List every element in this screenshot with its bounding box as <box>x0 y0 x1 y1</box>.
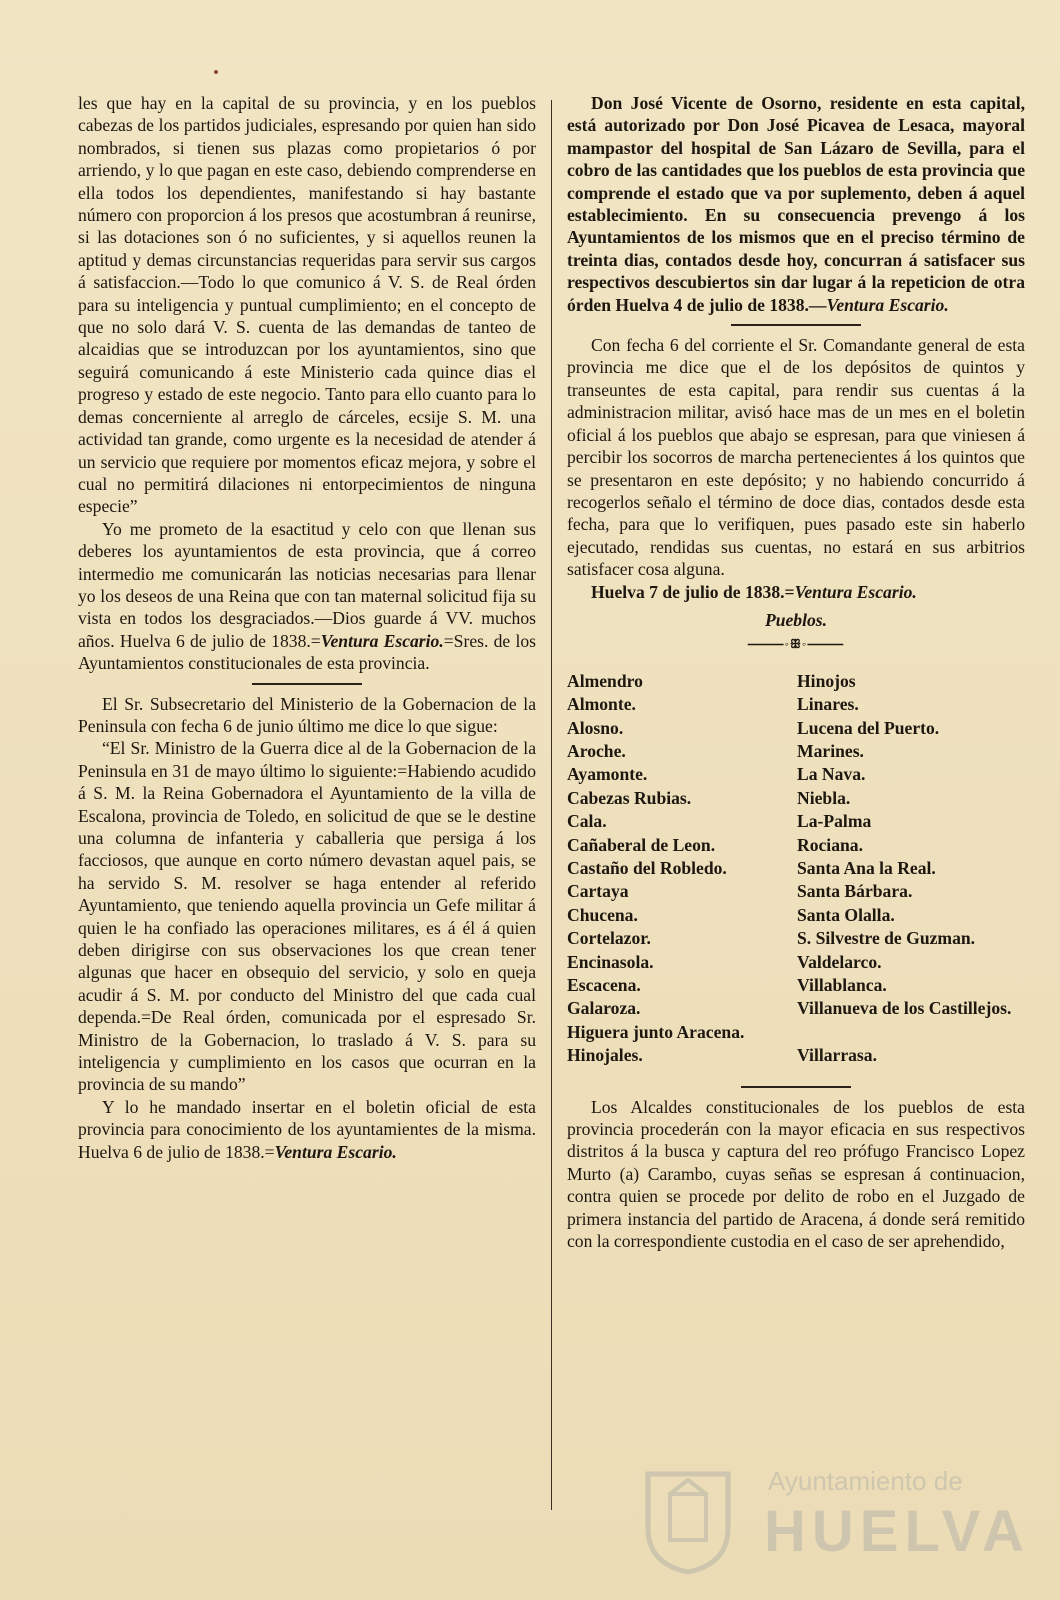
towns-heading: Pueblos. <box>764 609 828 630</box>
town-left-10: Chucena. <box>567 904 638 925</box>
town-left-6: Cala. <box>567 811 607 832</box>
town-right-1: Linares. <box>797 694 859 715</box>
right-paragraph-3-text: Huelva 7 de julio de 1838.= <box>591 581 795 602</box>
left-paragraph-2 <box>78 518 536 675</box>
town-right-2: Lucena del Puerto. <box>797 717 940 738</box>
watermark-line-2: HUELVA <box>764 1499 1030 1564</box>
town-left-12: Encinasola. <box>567 951 654 972</box>
towns-list <box>567 670 1025 1068</box>
town-right-7: Rociana. <box>797 834 863 855</box>
town-left-8: Castaño del Robledo. <box>567 858 727 878</box>
town-left-1: Almonte. <box>567 694 636 715</box>
town-left-16: Hinojales. <box>567 1045 643 1066</box>
left-paragraph-5-text: Y lo he mandado insertar en el boletin oficial de esta provincia para conocimiento de los ayuntamientes de la misma. Huelva 6 de julio de 1838.= <box>78 1096 536 1162</box>
towns-ornament: ⸻◦ꕥ◦⸻ <box>747 637 845 652</box>
left-paragraph-5 <box>78 1096 536 1163</box>
town-right-3: Marines. <box>797 740 864 761</box>
left-paragraph-3: El Sr. Subsecretario del Ministerio de la Gobernacion de la Peninsula con fecha 6 de junio último me dice lo que sigue: <box>78 693 536 736</box>
left-signature-1: Ventura Escario. <box>320 630 444 651</box>
town-right-13: Villablanca. <box>797 975 887 996</box>
town-left-3: Aroche. <box>567 740 626 761</box>
right-paragraph-2: Con fecha 6 del corriente el Sr. Comandante general de esta provincia me dice que el de los depósitos de quintos y transeuntes de esta capital, para rendir sus cuentas á la administracion militar, avisó hace mas de un mes en el boletin oficial á los pueblos que abajo se espresan, para que viniesen á percibir los socorros de marcha pertenecientes á los quintos que se presentaron en este depósito; y no habiendo concurrido á recogerlos señalo el término de doce dias, contados desde esta fecha, para que lo verifiquen, pues pasado este sin haberlo ejecutado, rendidas sus cuentas, no estará en sus arbitrios satisfacer cosa alguna. <box>567 335 1025 580</box>
town-right-4: La Nava. <box>797 764 866 785</box>
town-left-9: Cartaya <box>567 881 629 902</box>
town-right-12: Valdelarco. <box>797 951 882 972</box>
left-paragraph-2-closing: =Sres. de los Ayuntamientos constitucionales de esta provincia. <box>78 630 536 674</box>
town-right-8: Santa Ana la Real. <box>797 858 936 878</box>
town-right-6: La-Palma <box>797 811 872 832</box>
watermark <box>640 1462 1030 1582</box>
town-left-4: Ayamonte. <box>567 764 648 785</box>
right-paragraph-1 <box>567 92 1025 316</box>
town-right-0: Hinojos <box>797 670 856 691</box>
left-paragraph-2-text: Yo me prometo de la esactitud y celo con que llenan sus deberes los ayuntamientos de esta provincia, que á correo intermedio me comunicarán las noticias necesarias para llenar yo los deseos de una Reina que con tan maternal solicitud fija su vista en todos los desgraciados.—Dios guarde á VV. muchos años. Huelva 6 de julio de 1838.= <box>78 518 536 651</box>
town-left-13: Escacena. <box>567 975 641 996</box>
coat-of-arms-icon <box>640 1468 736 1576</box>
left-paragraph-1: les que hay en la capital de su provincia, y en los pueblos cabezas de los partidos judiciales, espresando por quien han sido nombrados, si tienen sus plazas como propietarios ó por arriendo, y lo que pagan en este caso, debiendo comprenderse en ella todos los dependientes, manifestando si hay bastante número con proporcion á los presos que acostumbran á reunirse, si las dotaciones son ó no suficientes, y si aquellos reunen la aptitud y demas circunstancias requeridas para servir sus cargos á satisfaccion.—Todo lo que comunico á V. S. de Real órden para su inteligencia y puntual cumplimiento; en el concepto de que no solo dará V. S. cuenta de las demandas de tanteo de alcaidias que se introduzcan por los ayuntamientos, sino que seguirá comunicando á este Ministerio cada quince dias el progreso y estado de este negocio. Tanto para ello cuanto para lo demas concerniente al arreglo de cárceles, ecsije S. M. una actividad tan grande, como urgente es la necesidad de atender á un servicio que requiere por momentos eficaz mejora, y sobre el cual no permitirá dilaciones ni entorpecimientos de ninguna especie” <box>78 93 536 517</box>
right-paragraph-1-text: Don José Vicente de Osorno, residente en esta capital, está autorizado por Don José Picavea de Lesaca, mayoral mampastor del hospital de San Lázaro de Sevilla, para el cobro de las cantidades que los pueblos de esta provincia que comprende el estado que va por suplemento, deben á aquel establecimiento. En su consecuencia prevengo á los Ayuntamientos de los mismos que en el preciso término de treinta dias, contados desde hoy, concurran á satisfacer sus respectivos descubiertos sin dar lugar á la repeticion de otra órden Huelva 4 de julio de 1838.— <box>567 93 1025 315</box>
town-right-15 <box>797 1021 1025 1044</box>
right-signature-2: Ventura Escario. <box>794 581 917 602</box>
left-column <box>78 92 536 1163</box>
right-column <box>567 92 1025 1253</box>
town-right-14: Villanueva de los Castillejos. <box>797 998 1012 1019</box>
town-left-15: Higuera junto Aracena. <box>567 1021 745 1042</box>
town-left-0: Almendro <box>567 670 643 691</box>
town-right-16: Villarrasa. <box>797 1045 877 1066</box>
town-left-14: Galaroza. <box>567 998 641 1019</box>
right-signature-1: Ventura Escario. <box>826 294 949 315</box>
town-left-2: Alosno. <box>567 717 624 738</box>
town-left-11: Cortelazor. <box>567 928 651 949</box>
town-right-9: Santa Bárbara. <box>797 881 913 902</box>
left-signature-2: Ventura Escario. <box>274 1141 397 1162</box>
town-right-11: S. Silvestre de Guzman. <box>797 928 976 949</box>
right-separator-2 <box>741 1086 851 1088</box>
right-paragraph-4: Los Alcaldes constitucionales de los pueblos de esta provincia procederán con la mayor eficacia en sus respectivos distritos á la busca y captura del reo prófugo Francisco Lopez Murto (a) Carambo, cuyas señas se espresan á continuacion, contra quien se procede por delito de robo en el Juzgado de primera instancia del partido de Aracena, á donde será remitido con la correspondiente custodia en el caso de ser aprehendido, <box>567 1096 1025 1252</box>
left-paragraph-4: “El Sr. Ministro de la Guerra dice al de la Gobernacion de la Peninsula en 31 de mayo último lo siguiente:=Habiendo acudido á S. M. la Reina Gobernadora el Ayuntamiento de la villa de Escalona, provincia de Toledo, en solicitud de que se le destine una columna de infanteria y caballeria que persiga á los facciosos, que aunque en corto número devastan aquel pais, se ha servido S. M. resolver se haga entender al referido Ayuntamiento, que teniendo aquella provincia un Gefe militar á quien le ha confiado las operaciones militares, es á él á quien deben dirigirse con sus observaciones los que crean tener algunas que hacer en obsequio del servicio, y solo en queja acudir á S. M. por conducto del Ministro del que cada cual dependa.=De Real órden, comunicada por el espresado Sr. Ministro de la Gobernacion, lo traslado á V. S. para su inteligencia y cumplimiento en los casos que ocurran en la provincia de su mando” <box>78 738 536 1095</box>
left-separator-1 <box>252 683 362 685</box>
town-right-10: Santa Olalla. <box>797 904 895 925</box>
column-divider <box>551 100 552 1510</box>
ink-dot <box>214 70 218 74</box>
town-left-5: Cabezas Rubias. <box>567 787 692 808</box>
right-separator-1 <box>731 324 861 326</box>
watermark-line-1: Ayuntamiento de <box>768 1466 963 1496</box>
town-right-5: Niebla. <box>797 787 851 808</box>
right-paragraph-3 <box>567 581 1025 603</box>
town-left-7: Cañaberal de Leon. <box>567 834 716 855</box>
